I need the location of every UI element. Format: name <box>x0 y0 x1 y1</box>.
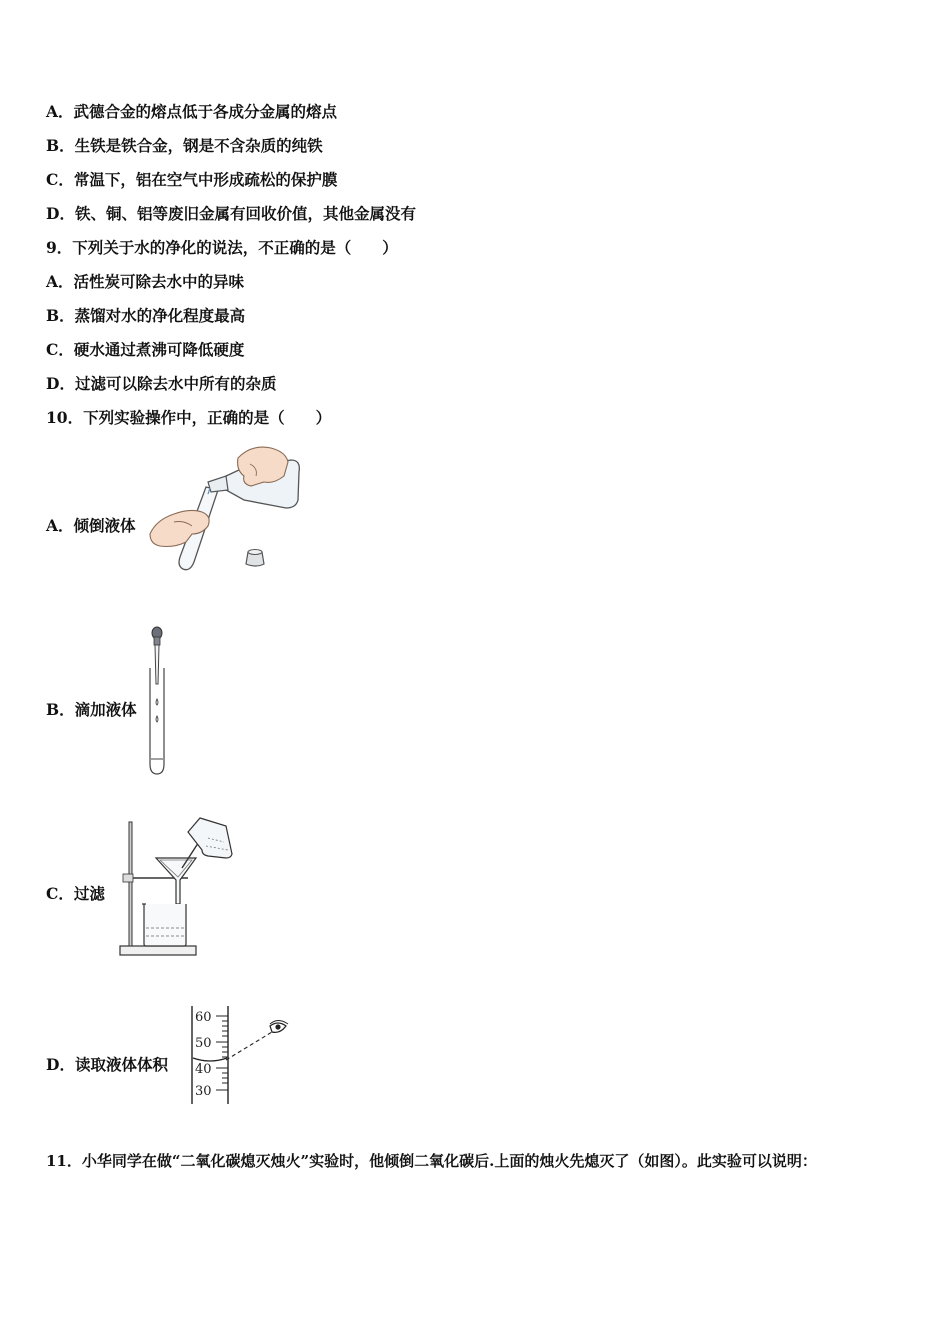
sight-line <box>226 1032 272 1060</box>
receiving-beaker <box>142 904 186 946</box>
scale-label-50: 50 <box>195 1036 212 1051</box>
q9-option-a: A．活性炭可除去水中的异味 <box>46 272 245 291</box>
funnel <box>156 858 196 904</box>
scale-label-60: 60 <box>195 1010 212 1025</box>
pouring-liquid-illustration <box>146 442 306 577</box>
graduated-cylinder-reading-illustration <box>186 1004 298 1106</box>
q8-option-a: A．武德合金的熔点低于各成分金属的熔点 <box>46 102 338 121</box>
q10-option-a-label: A．倾倒液体 <box>46 516 136 535</box>
q9-option-d: D．过滤可以除去水中所有的杂质 <box>46 374 277 393</box>
pouring-beaker <box>188 818 232 858</box>
q8-option-d: D．铁、铜、铝等废旧金属有回收价值，其他金属没有 <box>46 204 416 223</box>
q8-option-c: C．常温下，铝在空气中形成疏松的保护膜 <box>46 170 338 189</box>
q11-stem: 11．小华同学在做“二氧化碳熄灭烛火”实验时，他倾倒二氧化碳后.上面的烛火先熄灭了（如图）。此实验可以说明： <box>46 1152 817 1170</box>
q10-option-c-label: C．过滤 <box>46 884 105 903</box>
bottle-stopper <box>246 550 264 567</box>
dropper-test-tube-illustration <box>142 624 182 779</box>
q9-option-c: C．硬水通过煮沸可降低硬度 <box>46 340 245 359</box>
liquid-drops <box>156 699 158 722</box>
scale-label-40: 40 <box>195 1062 212 1077</box>
q8-option-b: B．生铁是铁合金，钢是不含杂质的纯铁 <box>46 136 323 155</box>
filtration-apparatus-illustration <box>116 812 238 960</box>
q9-option-b: B．蒸馏对水的净化程度最高 <box>46 306 246 325</box>
rubber-bulb <box>152 627 162 645</box>
q10-stem: 10．下列实验操作中，正确的是（ ） <box>46 408 332 427</box>
q10-option-d-label: D．读取液体体积 <box>46 1055 168 1074</box>
q9-stem: 9．下列关于水的净化的说法，不正确的是（ ） <box>46 238 398 257</box>
eye-icon <box>270 1021 288 1033</box>
q10-option-b-label: B．滴加液体 <box>46 700 137 719</box>
scale-label-30: 30 <box>195 1084 212 1099</box>
dropper-tube <box>155 645 159 684</box>
